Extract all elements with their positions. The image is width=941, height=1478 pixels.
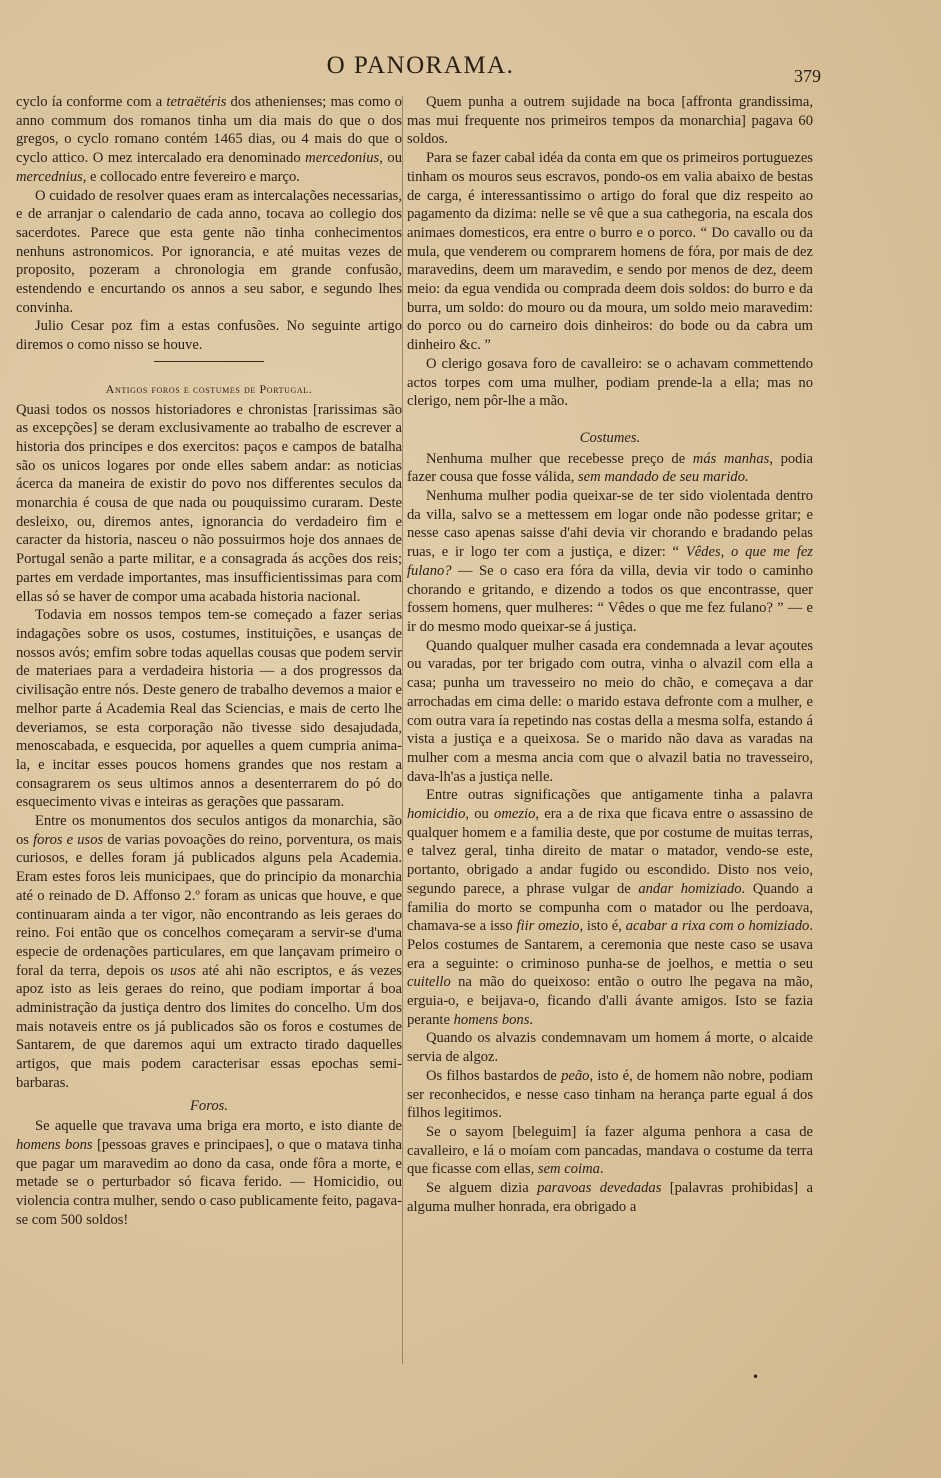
masthead	[0, 52, 941, 92]
italic-text: andar homiziado	[638, 880, 742, 897]
text-run: , ou	[379, 150, 402, 167]
paragraph	[407, 1123, 813, 1179]
text-run: — Se o caso era fóra da villa, devia vir todo o caminho chorando e gritando, e dizendo a todos os que encontrasse, quer fossem homens, quer mulheres: “ Vêdes o que me fez fulano? ” — e ir do mesmo modo queixar-se á justiça.	[407, 562, 813, 635]
text-run: , isto é,	[579, 918, 626, 935]
italic-text: paravoas devedadas	[537, 1180, 662, 1197]
text-run: cyclo ía conforme com a	[16, 94, 167, 110]
paragraph	[16, 812, 402, 1093]
paragraph: Julio Cesar poz fim a estas confusões. No seguinte artigo diremos o como nisso se houve.	[16, 318, 402, 354]
italic-text: omezio	[494, 806, 536, 823]
paragraph: Para se fazer cabal idéa da conta em que os primeiros portuguezes tinham os mouros seus escravos, pondo-os em valia abaixo de bestas de carga, é interessantissimo o artigo do foral que diz respeito ao pagamento da dizima: nelle se vê que a sua cathegoria, na escala dos animaes domesticos, era entre o burro e o porco. “ Do cavallo ou da mula, que venderem ou comprarem homens de fóra, por mais de dez maravedins, deem um maravedim, e sendo por menos de dez, deem meio: da egua vendida ou comprada deem dois soldos: do burro e da burra, um soldo: do mouro ou da moura, um soldo meio maravedim: do porco ou do carneiro dois dinheiros: do bode ou da cabra um dinheiro &c. ”	[407, 150, 813, 354]
italic-text: mercednius	[16, 168, 83, 185]
column-divider	[402, 96, 403, 1364]
paragraph: Quasi todos os nossos historiadores e chronistas [rarissimas são as excepções] se deram exclusivamente ao trabalho de escrever a historia dos principes e dos exercitos: paços e campos de batalha são os unicos logares por onde elles sabem andar: as noticias ácerca da maneira de existir do povo nos differentes seculos da monarchia é cousa de que nada ou pouquissimo curaram. Deste desleixo, ou, diremos antes, ignorancia do verdadeiro fim e caracter da historia, nasceu o não possuirmos hoje dos annaes de Portugal senão a parte militar, e a consagrada ás acções dos reis; partes em verdade importantes, mas insufficientissimas para com ellas só se haver de compor uma acabada historia nacional.	[16, 401, 402, 605]
right-column	[407, 93, 813, 1383]
italic-text: sem coima	[537, 1161, 600, 1178]
text-run: Se alguem dizia	[425, 1180, 538, 1197]
italic-text: foros e usos	[33, 831, 104, 848]
paragraph	[16, 93, 402, 187]
italic-text: más manhas	[692, 450, 770, 467]
italic-text: mercedonius	[305, 150, 380, 167]
text-run: , e collocado entre fevereiro e março.	[82, 168, 300, 185]
text-run: na mão do queixoso: então o outro lhe pegava na mão, erguia-o, e beijava-o, ficando d'alli ávante amigos. Isto se fazia perante	[407, 974, 813, 1028]
text-run: Se aquelle que travava uma briga era morto, e isto diante de	[34, 1118, 402, 1135]
paragraph	[407, 1067, 813, 1123]
italic-text: homicidio	[407, 806, 466, 823]
text-run: [pessoas graves e principaes], o que o matava tinha que pagar um maravedim ao dono da casa, onde fôra a morte, e metade se o perturbador só ficava ferido. — Homicidio, ou violencia contra mulher, sendo o caso publicamente feito, pagava-se com 500 soldos!	[16, 1136, 402, 1228]
page-number: 379	[794, 66, 821, 86]
paragraph: O cuidado de resolver quaes eram as intercalações necessarias, e de arranjar o calendario de cada anno, tocava ao collegio dos sacerdotes. Parece que esta gente não tinha conhecimentos nenhuns astronomicos. Por ignorancia, e até muitas vezes de proposito, pozeram a chronologia em grande confusão, estendendo e encurtando os annos a seu sabor, e segundo lhes convinha.	[16, 187, 402, 316]
text-run: até ahi não escriptos, e ás vezes apoz isto as leis geraes do reino, que podiam importar á boa administração da justiça dentro dos limites do concelho. Um dos mais notaveis entre os já publicados são os foros e costumes de Santarem, de que daremos aqui um extracto tirado daquelles artigos, que mais podem caracterisar essas epochas semi-barbaras.	[16, 962, 402, 1091]
subheading-costumes: Costumes.	[579, 429, 641, 446]
italic-text: Vêdes, o que me fez fulano?	[407, 544, 813, 579]
paragraph	[407, 450, 813, 487]
paragraph	[407, 487, 813, 637]
text-run: Entre outras significações que antigamente tinha a palavra	[425, 787, 813, 804]
paragraph: O clerigo gosava foro de cavalleiro: se o achavam commettendo actos torpes com uma mulher, podiam prende-la a ella; mas no clerigo, nem pôr-lhe a mão.	[407, 355, 813, 410]
footer-mark: •	[752, 1370, 760, 1384]
italic-text: homens bons	[453, 1011, 530, 1028]
italic-text: usos	[169, 962, 196, 979]
paragraph: Quando qualquer mulher casada era condemnada a levar açoutes ou varadas, por ter brigado com outra, vinha o alvazil com ella a casa; punha um travesseiro no meio do chão, e começava a dar arrochadas em cima delle: o marido estava defronte com a mulher, e com outra vara ía repetindo nas costas della a mesma solfa, estando á vista a justiça e a queixosa. Se o marido não dava as varadas na mulher com a mesma ancia com que o alvazil batia no travesseiro, dava-lh'as a justiça nelle.	[407, 637, 813, 785]
text-run: , ou	[465, 806, 495, 823]
italic-text: cuitello	[407, 974, 451, 991]
italic-text: peão	[561, 1067, 590, 1084]
text-run: .	[529, 1011, 534, 1028]
text-run: Nenhuma mulher que recebesse preço de	[425, 450, 693, 467]
italic-text: homens bons	[16, 1136, 93, 1153]
paragraph	[16, 1117, 402, 1229]
text-run: . Quando a familia do morto se compunha com o matador ou lhe perdoava, chamava-se a isso	[407, 880, 813, 935]
left-column	[16, 93, 402, 1383]
section-title: Antigos foros e costumes de Portugal.	[105, 381, 313, 396]
italic-text: tetraëtéris	[166, 94, 227, 110]
text-run: . Pelos costumes de Santarem, a ceremonia que neste caso se usava era a seguinte: o criminoso punha-se de joelhos, e mettia o seu	[407, 918, 813, 972]
section-divider	[154, 361, 264, 362]
text-run: Se o sayom [beleguim] ía fazer alguma penhora a casa de cavalleiro, e lá o moíam com pancadas, mandava o costume da terra que ficasse com ellas,	[407, 1123, 813, 1178]
newspaper-title: O PANORAMA.	[326, 52, 515, 79]
paragraph	[407, 1179, 813, 1216]
text-run: [palavras prohibidas] a alguma mulher honrada, era obrigado a	[407, 1180, 813, 1215]
text-run: , podia fazer cousa que fosse válida,	[407, 450, 813, 486]
text-run: .	[599, 1161, 604, 1178]
subheading-foros: Foros.	[190, 1097, 228, 1114]
text-run: dos athenienses; mas como o anno commum dos romanos tinha um dia mais do que o dos gregos, o cyclo romano contém 1465 dias, ou 4 mais do que o cyclo attico. O mez intercalado era denominado	[16, 94, 402, 167]
text-run: , era a de rixa que ficava entre o assassino de qualquer homem e a familia deste, que por costume de muitas terras, e talvez geral, tinha direito de matar o matador, vendo-se este, portanto, obrigado a andar fugido ou escondido. Disto nos veio, segundo parece, a phrase vulgar de	[407, 806, 813, 897]
text-run: , isto é, de homem não nobre, podiam ser reconhecidos, e nesse caso tinham na herança parte egual á dos filhos legitimos.	[407, 1067, 813, 1122]
text-run: Os filhos bastardos de	[425, 1067, 562, 1084]
italic-text: fiir omezio	[516, 918, 580, 935]
paragraph: Todavia em nossos tempos tem-se começado a fazer serias indagações sobre os usos, costumes, instituições, e usanças de nossos avós; emfim sobre todas aquellas cousas que podem servir de materiaes para a verdadeira historia — a dos progressos da civilisação entre nós. Deste genero de trabalho devemos a maior e melhor parte á Academia Real das Sciencias, e mais de certo lhe deveriamos, se esta corporação não tivesse sido desajudada, menoscabada, e esquecida, por aquelles a quem cumpria anima-la, e incitar esses poucos homens grandes que nos restam a consagrarem os seus ultimos annos a desenterrarem do pó do esquecimento vivas e inteiras as gerações que passaram.	[16, 607, 402, 811]
text-run: Entre os monumentos dos seculos antigos da monarchia, são os	[16, 813, 402, 848]
paragraph: Quando os alvazis condemnavam um homem á morte, o alcaide servia de algoz.	[407, 1030, 813, 1066]
italic-text: acabar a rixa com o homiziado	[625, 918, 810, 935]
italic-text: sem mandado de seu marido.	[578, 469, 749, 486]
paragraph	[407, 786, 813, 1029]
text-run: de varias povoações do reino, porventura, os mais curiosos, e delles foram já publicados alguns pela Academia. Eram estes foros leis municipaes, que do principio da monarchia até o reinado de D. Affonso 2.º foram as unicas que houve, e que continuaram ainda a ter vigor, não encontrando as leis geraes do reino. Foi então que os concelhos começaram a servir-se d'uma especie de ordenações particulares, em que lançavam primeiro o foral da terra, depois os	[16, 831, 402, 979]
text-run: Nenhuma mulher podia queixar-se de ter sido violentada dentro da villa, salvo se a mettessem em logar onde não podesse gritar; e nesse caso apenas saisse d'ahi devia vir chorando e bradando pelas ruas, e ir logo ter com a justiça, e dizer: “	[407, 488, 813, 561]
paragraph: Quem punha a outrem sujidade na boca [affronta grandissima, mas mui frequente nos primeiros tempos da monarchia] pagava 60 soldos.	[407, 94, 813, 148]
